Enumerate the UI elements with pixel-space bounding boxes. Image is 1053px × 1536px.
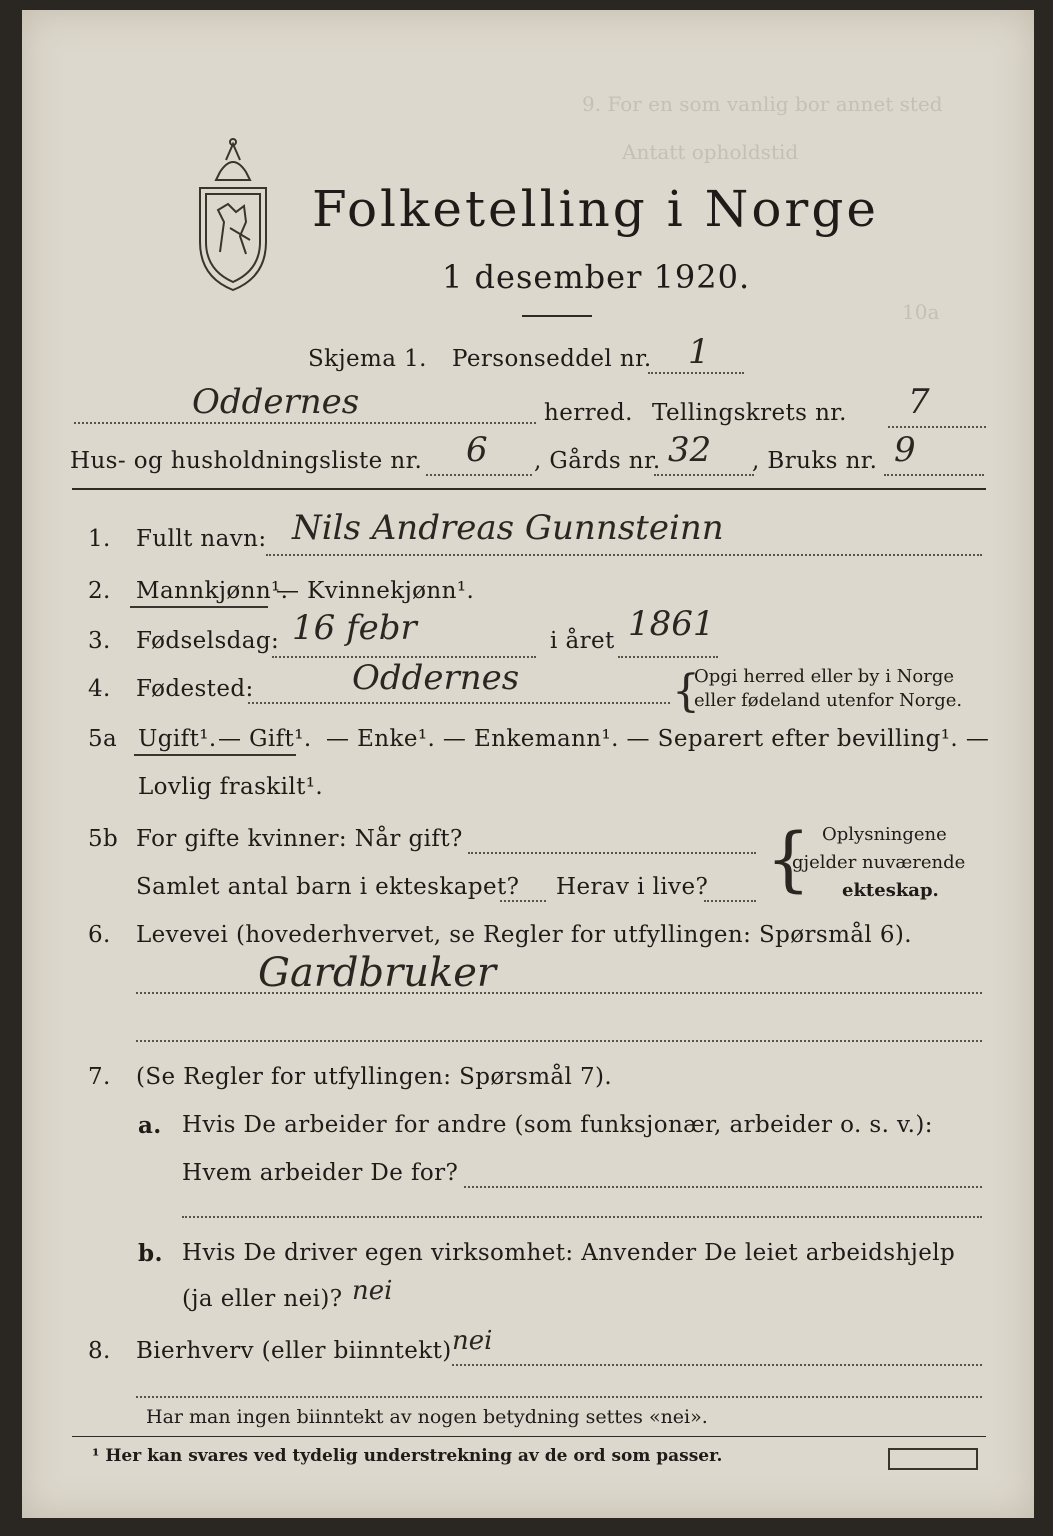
q3-year-label: i året: [550, 628, 615, 654]
q4-number: 4.: [88, 676, 111, 702]
bleed-through-text: Antatt opholdstid: [622, 140, 799, 164]
q4-note-line-2: eller fødeland utenfor Norge.: [694, 690, 963, 711]
q5b-children-label: Samlet antal barn i ekteskapet?: [136, 874, 520, 900]
tellingskrets-value[interactable]: 7: [908, 382, 930, 422]
q7a-employer-label: Hvem arbeider De for?: [182, 1160, 459, 1186]
norway-coat-of-arms-icon: [190, 132, 276, 292]
marital-ugift-option[interactable]: Ugift¹.: [138, 726, 217, 752]
herred-line: [74, 422, 536, 424]
employer-line[interactable]: [464, 1186, 982, 1188]
header-rule: [72, 488, 986, 490]
q3-year-line: [618, 656, 718, 658]
q6-line-2: [136, 1040, 982, 1042]
herred-label: herred.: [544, 400, 633, 426]
bleed-through-text: 9. For en som vanlig bor annet sted: [582, 92, 943, 116]
q1-number: 1.: [88, 526, 111, 552]
q4-line: [248, 702, 670, 704]
personseddel-value[interactable]: 1: [688, 332, 710, 372]
male-underline-mark: [130, 606, 268, 608]
bleed-through-text: 10a: [902, 300, 940, 324]
married-when-line[interactable]: [468, 852, 756, 854]
skjema-label: Skjema 1.: [308, 346, 427, 372]
q5b-number: 5b: [88, 826, 119, 852]
q4-note-line-1: Opgi herred eller by i Norge: [694, 666, 955, 687]
personseddel-line: [648, 372, 744, 374]
marital-underline-mark: [134, 754, 296, 756]
q1-line: [266, 554, 982, 556]
q5b-label: For gifte kvinner: Når gift?: [136, 826, 463, 852]
q3-number: 3.: [88, 628, 111, 654]
q7-number: 7.: [88, 1064, 111, 1090]
q7b-yesno-label: (ja eller nei)?: [182, 1286, 343, 1312]
sex-female-option[interactable]: — Kvinnekjønn¹.: [276, 578, 475, 604]
form-title: Folketelling i Norge: [312, 180, 879, 238]
q5b-note-line-2: gjelder nuværende: [792, 852, 966, 873]
q5a-number: 5a: [88, 726, 118, 752]
marital-gift-option[interactable]: — Gift¹.: [218, 726, 312, 752]
q7b-label: Hvis De driver egen virksomhet: Anvender De leiet arbeidshjelp: [182, 1240, 956, 1266]
q6-label: Levevei (hovederhvervet, se Regler for utfyllingen: Spørsmål 6).: [136, 922, 913, 948]
q7a-label: Hvis De arbeider for andre (som funksjonær, arbeider o. s. v.):: [182, 1112, 933, 1138]
bruks-label: , Bruks nr.: [752, 448, 878, 474]
title-divider: [522, 315, 592, 317]
hus-line: [426, 474, 532, 476]
q7-label: (Se Regler for utfyllingen: Spørsmål 7).: [136, 1064, 613, 1090]
hus-value[interactable]: 6: [466, 430, 488, 470]
q2-number: 2.: [88, 578, 111, 604]
q7a-letter: a.: [138, 1112, 162, 1139]
footnote: ¹ Her kan svares ved tydelig understrekning av de ord som passer.: [92, 1446, 723, 1466]
herred-value[interactable]: Oddernes: [192, 382, 360, 422]
printer-stamp: [888, 1448, 978, 1470]
occupation-value[interactable]: Gardbruker: [258, 950, 497, 996]
birthdate-value[interactable]: 16 febr: [292, 608, 417, 648]
q8-line: [452, 1364, 982, 1366]
q6-number: 6.: [88, 922, 111, 948]
gards-value[interactable]: 32: [668, 430, 712, 470]
full-name-value[interactable]: Nils Andreas Gunnsteinn: [292, 508, 724, 548]
sex-male-option[interactable]: Mannkjønn¹.: [136, 578, 289, 604]
bottom-note: Har man ingen biinntekt av nogen betydning settes «nei».: [146, 1406, 708, 1428]
bruks-value[interactable]: 9: [894, 430, 916, 470]
q4-note-brace: {: [672, 666, 700, 717]
side-income-value[interactable]: nei: [452, 1326, 493, 1356]
q8-number: 8.: [88, 1338, 111, 1364]
q8-line-2: [136, 1396, 982, 1398]
birthplace-value[interactable]: Oddernes: [352, 658, 520, 698]
q8-label: Bierhverv (eller biinntekt): [136, 1338, 452, 1364]
hired-help-value[interactable]: nei: [352, 1276, 393, 1306]
hus-label: Hus- og husholdningsliste nr.: [70, 448, 423, 474]
marital-fraskilt-option[interactable]: Lovlig fraskilt¹.: [138, 774, 324, 800]
q5b-alive-label: Herav i live?: [556, 874, 709, 900]
census-date: 1 desember 1920.: [442, 258, 751, 296]
personseddel-label: Personseddel nr.: [452, 346, 652, 372]
gards-label: , Gårds nr.: [534, 448, 661, 474]
children-alive-line[interactable]: [704, 900, 756, 902]
q5b-note-brace: {: [766, 818, 811, 900]
q5b-note-line-3: ekteskap.: [842, 880, 939, 901]
gards-line: [654, 474, 754, 476]
footnote-rule: [72, 1436, 986, 1437]
q5b-note-line-1: Oplysningene: [822, 824, 947, 845]
q4-label: Fødested:: [136, 676, 254, 702]
q1-label: Fullt navn:: [136, 526, 267, 552]
marital-other-options[interactable]: — Enke¹. — Enkemann¹. — Separert efter bevilling¹. —: [326, 726, 990, 752]
birth-year-value[interactable]: 1861: [628, 604, 715, 644]
q3-label: Fødselsdag:: [136, 628, 280, 654]
tellingskrets-label: Tellingskrets nr.: [652, 400, 847, 426]
children-count-line[interactable]: [500, 900, 546, 902]
q7b-letter: b.: [138, 1240, 163, 1267]
tellingskrets-line: [888, 426, 986, 428]
census-form-page: [22, 10, 1034, 1518]
employer-line-2[interactable]: [182, 1216, 982, 1218]
bruks-line: [884, 474, 984, 476]
